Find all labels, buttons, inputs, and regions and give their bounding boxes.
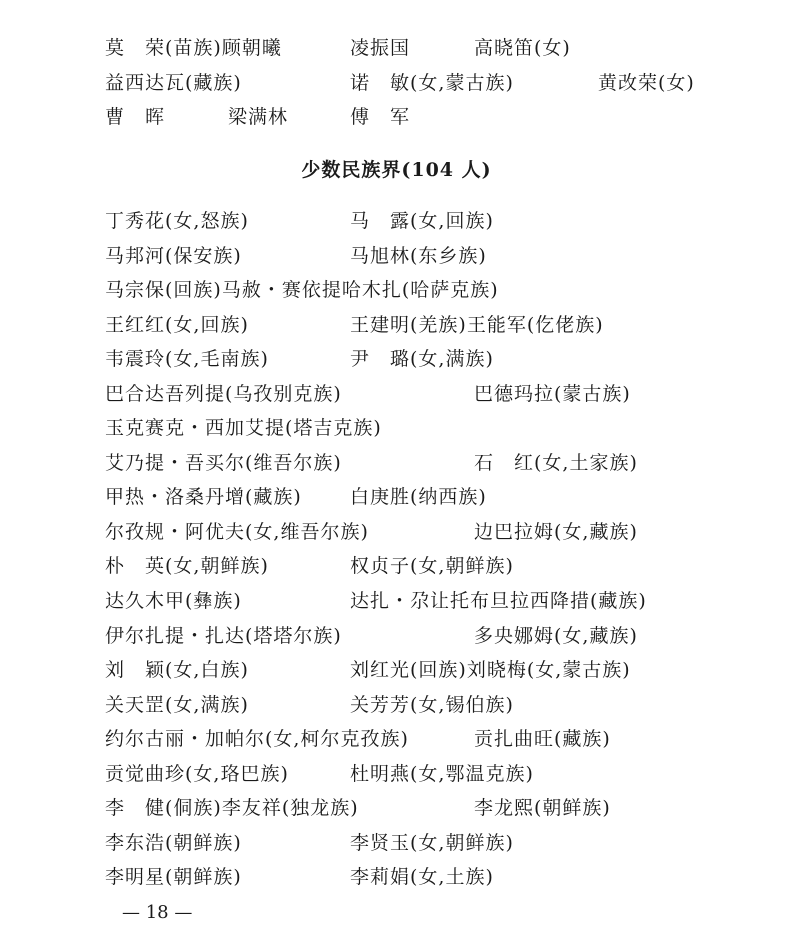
name-cell: 尹 璐(女,满族) [350,348,494,370]
name-cell: 多央娜姆(女,藏族) [474,625,638,647]
name-cell: 权贞子(女,朝鲜族) [350,555,514,577]
name-cell: 巴合达吾列提(乌孜别克族) [105,383,342,405]
name-cell: 梁满林 [228,106,289,128]
name-cell: 甲热・洛桑丹增(藏族) [105,486,302,508]
name-cell: 贡觉曲珍(女,珞巴族) [105,763,289,785]
name-cell: 关芳芳(女,锡伯族) [350,694,514,716]
name-cell: 王建明(羌族)王能军(仡佬族) [350,314,604,336]
name-cell: 诺 敏(女,蒙古族) [350,72,514,94]
name-cell: 凌振国 [350,37,411,59]
name-cell: 益西达瓦(藏族) [105,72,242,94]
name-cell: 巴德玛拉(蒙古族) [474,383,631,405]
page-number: — 18 — [122,902,193,923]
name-cell: 马宗保(回族)马赦・赛依提哈木扎(哈萨克族) [105,279,499,301]
name-cell: 艾乃提・吾买尔(维吾尔族) [105,452,342,474]
name-cell: 刘红光(回族)刘晓梅(女,蒙古族) [350,659,631,681]
name-cell: 马旭林(东乡族) [350,245,487,267]
name-cell: 高晓笛(女) [474,37,571,59]
name-cell: 李东浩(朝鲜族) [105,832,242,854]
name-cell: 达扎・尕让托布旦拉西降措(藏族) [350,590,647,612]
name-cell: 伊尔扎提・扎达(塔塔尔族) [105,625,342,647]
name-cell: 石 红(女,土家族) [474,452,638,474]
name-cell: 韦震玲(女,毛南族) [105,348,269,370]
name-cell: 莫 荣(苗族)顾朝曦 [105,37,282,59]
name-cell: 傅 军 [350,106,411,128]
name-cell: 刘 颖(女,白族) [105,659,249,681]
name-cell: 曹 晖 [105,106,166,128]
name-cell: 达久木甲(彝族) [105,590,242,612]
name-cell: 李龙熙(朝鲜族) [474,797,611,819]
name-cell: 李贤玉(女,朝鲜族) [350,832,514,854]
name-cell: 黄改荣(女) [598,72,695,94]
section-title: 少数民族界(104 人) [301,159,492,181]
name-cell: 丁秀花(女,怒族) [105,210,249,232]
name-cell: 李 健(侗族)李友祥(独龙族) [105,797,359,819]
name-cell: 李明星(朝鲜族) [105,866,242,888]
name-cell: 王红红(女,回族) [105,314,249,336]
name-cell: 白庚胜(纳西族) [350,486,487,508]
name-cell: 贡扎曲旺(藏族) [474,728,611,750]
name-cell: 尔孜规・阿优夫(女,维吾尔族) [105,521,369,543]
name-cell: 李莉娟(女,土族) [350,866,494,888]
name-cell: 玉克赛克・西加艾提(塔吉克族) [105,417,382,439]
name-cell: 约尔古丽・加帕尔(女,柯尔克孜族) [105,728,409,750]
name-cell: 朴 英(女,朝鲜族) [105,555,269,577]
name-cell: 边巴拉姆(女,藏族) [474,521,638,543]
name-cell: 关天罡(女,满族) [105,694,249,716]
name-cell: 马邦河(保安族) [105,245,242,267]
name-cell: 马 露(女,回族) [350,210,494,232]
name-cell: 杜明燕(女,鄂温克族) [350,763,534,785]
